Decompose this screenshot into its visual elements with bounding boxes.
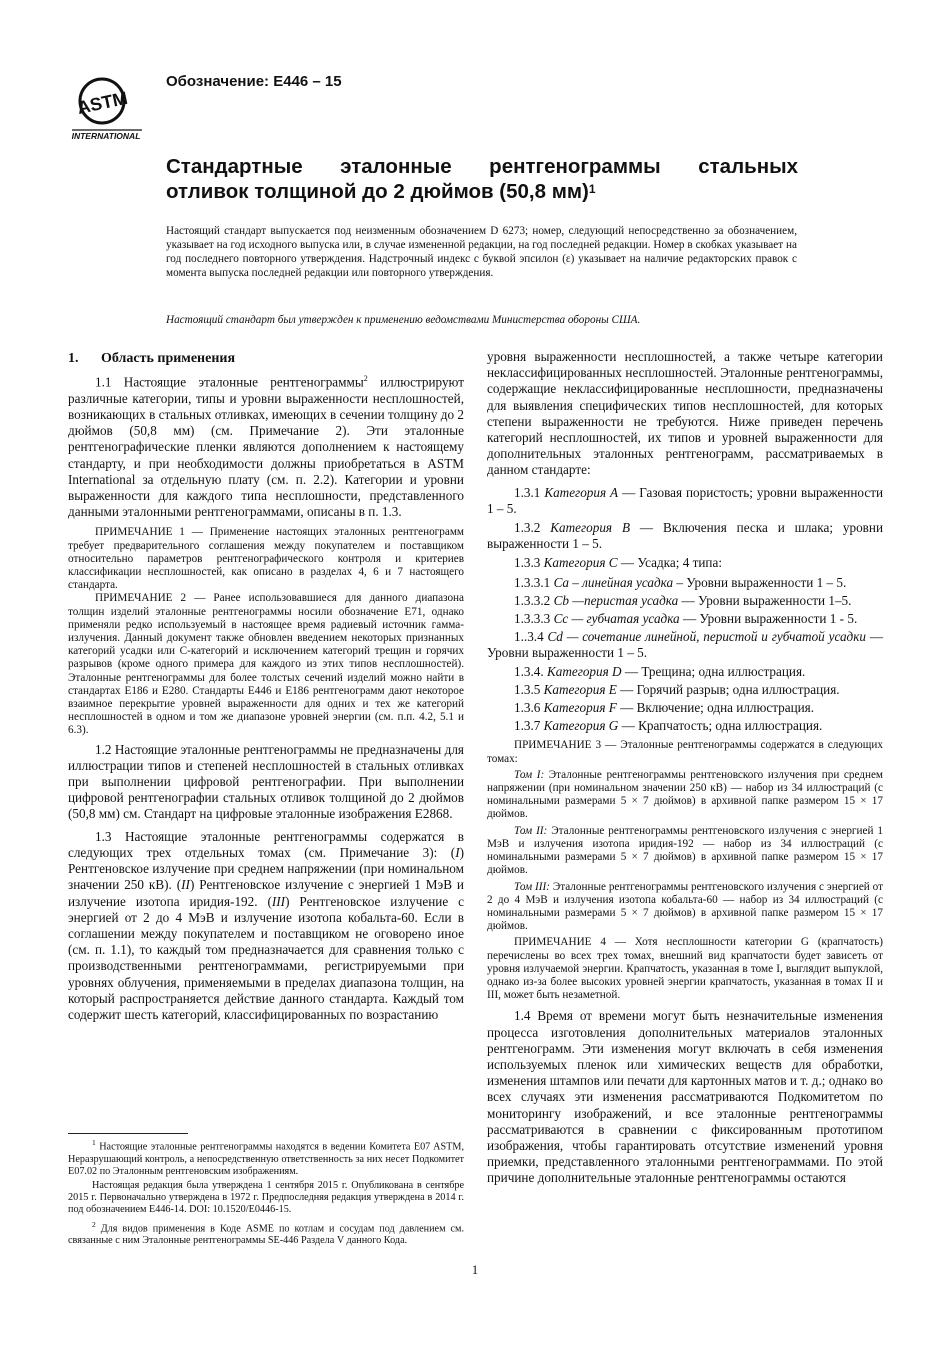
paragraph-1-3 [68, 829, 464, 1023]
volume-i [487, 769, 883, 822]
item-category: Ca – линейная усадка [553, 574, 674, 590]
item-1-3-4 [487, 664, 883, 680]
p1-1-start: 1.1 Настоящие эталонные рентгенограммы [95, 374, 364, 390]
item-1-3-5 [487, 682, 883, 698]
footnotes [68, 1137, 464, 1249]
section-title: Область применения [101, 351, 236, 366]
item-1-3-3-2 [487, 593, 883, 609]
title-line-2-text: отливок толщиной до 2 дюймов (50,8 мм) [166, 180, 589, 203]
continuation-paragraph: уровня выраженности несплошностей, а также четыре категории неклассифицированных несплошностей. Эталонные рентгенограммы, содержащие неклассифицированные несплошности, предназначены для выявления специфических типов несплошностей, для которых степени выраженности не требуются. Ниже приведен перечень категорий несплошностей, их типов и уровней выраженности для дополнительных эталонных рентгенограмм, рассматриваемых в данном стандарте: [487, 349, 883, 478]
item-number: 1.3.6 [514, 700, 544, 716]
footnote-1-marker: 1 [92, 1138, 96, 1147]
footnote-2 [68, 1219, 464, 1248]
logo-text-international: INTERNATIONAL [71, 131, 141, 141]
item-category: Категория G [543, 718, 619, 734]
p1-1-rest: иллюстрируют различные категории, типы и уровни выраженности несплошностей, возникающих в стальных отливках, имеющих в сечении толщину до 2 дюймов (50,8 мм) (см. Примечание 2). Эти эталонные рентгенографические пленки являются дополнением к настоящему стандарту, и при необходимости должны приобретаться в ASTM International за отдельную плату (см. п. 2.2). Категории и уровни выраженности для каждого типа несплошности, представленного данными эталонными рентгенограммами, описаны в п. 1.3. [68, 374, 464, 520]
footnote-2-text: Для видов применения в Коде ASME по котлам и сосудам под давлением см. связанные с ним Эталонные рентгенограммы SE-446 Раздела V данного Кода. [68, 1223, 464, 1247]
volume-text: Эталонные рентгенограммы рентгеновского излучения при среднем напряжении (при номинальном значении 250 кВ) — набор из 34 иллюстраций (с номинальными размерами 5 × 7 дюймов) в архивной папке размером 15 × 17 дюймов. [487, 768, 883, 821]
note-1: ПРИМЕЧАНИЕ 1 — Применение настоящих эталонных рентгенограмм требует предварительного соглашения между покупателем и поставщиком относительно параметров рентгенографического контроля и критериев классификации несплошностей, как описано в разделах 4, 6 и 7 настоящего стандарта. [68, 526, 464, 592]
approval-note: Настоящий стандарт был утвержден к применению ведомствами Министерства обороны США. [166, 314, 641, 326]
item-text: — Включения песка и шлака; уровни выраженности 1 – 5. [487, 520, 884, 552]
item-number: 1.3.1 [514, 484, 545, 500]
item-text: – Уровни выраженности 1 – 5. [673, 574, 847, 590]
item-text: — Уровни выраженности 1 - 5. [679, 611, 858, 627]
item-number: 1.3.7 [514, 718, 544, 734]
item-number: 1.3.3.2 [514, 592, 554, 608]
designation: Обозначение: E446 – 15 [166, 73, 342, 90]
item-1-3-3-3 [487, 611, 883, 627]
page-number: 1 [471, 1263, 479, 1277]
footnote-edition: Настоящая редакция была утверждена 1 сентября 2015 г. Опубликована в сентябре 2015 г. Первоначально утверждена в 1972 г. Предпоследняя редакция утверждена в 2014 г. под обозначением E446-14. DOI: 10.1520/E0446-15. [68, 1180, 464, 1216]
item-number: 1.3.2 [514, 520, 551, 536]
item-category: Категория E [543, 681, 617, 697]
footnote-2-marker: 2 [92, 1219, 96, 1229]
item-category: Cb —перистая усадка [553, 592, 679, 608]
paragraph-1-4: 1.4 Время от времени могут быть незначительные изменения процесса изготовления дополнительных материалов эталонных рентгенограмм. Эти изменения могут включать в себя изменения используемых пленок или химических веществ для обработки, изменения штампов или печати для картонных матов и т. д.; однако во всех случаях эти изменения рассматриваются Подкомитетом по мониторингу изображений, и все эталонные рентгенограммы рассматриваются в сравнении с фиксированным прототипом изображения, чтобы гарантировать отсутствие изменений уровня приемки, представленного эталонными рентгенограммами. По этой причине дополнительные эталонные рентгенограммы остаются [487, 1008, 883, 1186]
footnote-ref-2: 2 [363, 374, 368, 384]
item-1-3-1 [487, 485, 883, 517]
item-number: 1.3.3.1 [514, 574, 554, 590]
item-text: — Горячий разрыв; одна иллюстрация. [616, 681, 840, 697]
title-line-2 [166, 179, 798, 204]
item-1-3-3 [487, 555, 883, 571]
note-2: ПРИМЕЧАНИЕ 2 — Ранее использовавшиеся для данного диапазона толщин изделий эталонные рентгенограммы носили обозначение E71, однако применяли редко используемый в настоящее время радиевый источник гамма-излучения. Данный документ также обновлен введением некоторых признанных категорий усадки или C-категорий и исключением категорий трещин и горячих разрывов (кроме одного примера для каждого из этих типов несплошностей). Эталонные рентгенограммы для более толстых сечений изделий можно найти в стандартах E186 и E280. Стандарты E446 и E186 рентгенограмм дают некоторое взаимное перекрытие уровней выраженности для одних и тех же категорий несплошностей в одном и том же диапазоне уровней энергии (см. п.п. 4.2, 5.1 и 6.3). [68, 592, 464, 737]
item-category: Категория D [546, 663, 622, 679]
item-1-3-3-4 [487, 629, 883, 661]
item-text: — Трещина; одна иллюстрация. [621, 663, 806, 679]
volume-label: Том I: [514, 768, 545, 781]
note-3: ПРИМЕЧАНИЕ 3 — Эталонные рентгенограммы содержатся в следующих томах: [487, 739, 883, 765]
footnote-1-text: Настоящие эталонные рентгенограммы находятся в ведении Комитета E07 ASTM, Неразрушающий контроль, а непосредственную ответственность за них несет Подкомитет E07.02 по Эталонным рентгеновским изображениям. [68, 1141, 464, 1177]
left-column [68, 351, 464, 1023]
item-number: 1.3.3.3 [514, 611, 554, 627]
item-1-3-3-1 [487, 575, 883, 591]
vol-i-ref: I [455, 844, 460, 860]
vol-ii-ref: II [181, 877, 190, 893]
item-text: — Включение; одна иллюстрация. [616, 700, 815, 716]
volume-text: Эталонные рентгенограммы рентгеновского излучения с энергией 1 МэВ и излучения изотопа иридия-192 — набор из 34 иллюстраций (с номинальными размерами 5 × 7 дюймов) в архивной папке размером 15 × 17 дюймов. [487, 824, 883, 877]
item-category: Категория F [543, 700, 617, 716]
item-category: Категория B [550, 520, 631, 536]
item-category: Cd — сочетание линейной, перистой и губчатой усадки [547, 629, 866, 645]
item-number: 1.3.4. [514, 663, 547, 679]
item-number: 1.3.5 [514, 681, 544, 697]
astm-logo [66, 73, 146, 143]
p1-3-c: ) Рентгеновское излучение с энергией 1 МэВ и излучение изотопа иридия-192. ( [68, 877, 464, 909]
p1-3-d: ) Рентгеновское излучение с энергией от 2 до 4 МэВ и излучение изотопа кобальта-60. Если в соглашении между покупателем и поставщиком не оговорено иное (см. п. 1.1), то каждый том предназначается для сравнения только с производственными рентгенограммами, регистрируемыми при уровнях облучения, применяемыми в пределах диапазона толщин, на который распространяется действие данного стандарта. Каждый том содержит шесть категорий, классифицированных по возрастанию [68, 893, 464, 1022]
item-category: Категория C [543, 555, 618, 571]
item-category: Cc — губчатая усадка [553, 611, 680, 627]
footnote-1 [68, 1137, 464, 1178]
p1-3-a: 1.3 Настоящие эталонные рентгенограммы содержатся в следующих трех отдельных томах (см. Примечание 3): ( [68, 828, 464, 860]
title-footnote-ref: 1 [588, 182, 596, 196]
right-column [487, 349, 883, 1187]
p1-3-b: ) Рентгеновское излучение при среднем напряжении (при номинальном значении 250 кВ). ( [68, 844, 464, 893]
section-number: 1. [68, 351, 79, 366]
item-text: — Уровни выраженности 1–5. [678, 592, 852, 608]
item-text: — Газовая пористость; уровни выраженности 1 – 5. [487, 484, 884, 516]
page-title [166, 154, 798, 204]
section-heading [68, 351, 464, 367]
item-category: Категория A [544, 484, 619, 500]
volume-label: Том III: [514, 880, 550, 893]
paragraph-1-1 [68, 371, 464, 520]
title-line-1: Стандартные эталонные рентгенограммы стальных [166, 155, 798, 178]
logo-text-astm: ASTM [75, 87, 130, 119]
vol-iii-ref: III [271, 893, 286, 909]
item-1-3-6 [487, 700, 883, 716]
volume-text: Эталонные рентгенограммы рентгеновского излучения с энергией от 2 до 4 МэВ и излучения изотопа кобальта-60 — набор из 34 иллюстраций (с номинальными размерами 5 × 7 дюймов) в архивной папке размером 15 × 17 дюймов. [487, 880, 884, 933]
volume-iii [487, 881, 883, 934]
item-number: 1.3.3 [514, 555, 544, 571]
volume-label: Том II: [514, 824, 548, 837]
item-1-3-2 [487, 520, 883, 552]
item-text: — Уровни выраженности 1 – 5. [487, 629, 884, 661]
intro-paragraph: Настоящий стандарт выпускается под неизменным обозначением D 6273; номер, следующий непосредственно за обозначением, указывает на год исходного выпуска или, в случае измененной редакции, на год последней редакции. Номер в скобках указывает на год последнего повторного утверждения. Надстрочный индекс с буквой эпсилон (ε) указывает на наличие редакторских правок с момента выпуска последней редакции или повторного утверждения. [166, 225, 797, 279]
item-1-3-7 [487, 718, 883, 734]
footnote-divider [68, 1133, 188, 1134]
item-text: — Усадка; 4 типа: [617, 555, 722, 571]
note-4: ПРИМЕЧАНИЕ 4 — Хотя несплошности категории G (крапчатость) перечислены во всех трех томах, внешний вид крапчатости будет зависеть от уровня излучаемой энергии. Крапчатость, указанная в томе I, выглядит выпуклой, однако из-за более высоких уровней энергии крапчатость, указанная в томах II и III, может быть незаметной. [487, 936, 883, 1002]
paragraph-1-2: 1.2 Настоящие эталонные рентгенограммы не предназначены для иллюстрации типов и степеней несплошностей в стальных отливках при выполнении цифровой рентгенографии. При выполнении цифровой рентгенографии стальных отливок толщиной до 2 дюймов (50,8 мм) см. Стандарт на цифровые эталонные изображения E2868. [68, 741, 464, 822]
volume-ii [487, 825, 883, 878]
item-text: — Крапчатость; одна иллюстрация. [618, 718, 823, 734]
item-number: 1..3.4 [514, 629, 548, 645]
